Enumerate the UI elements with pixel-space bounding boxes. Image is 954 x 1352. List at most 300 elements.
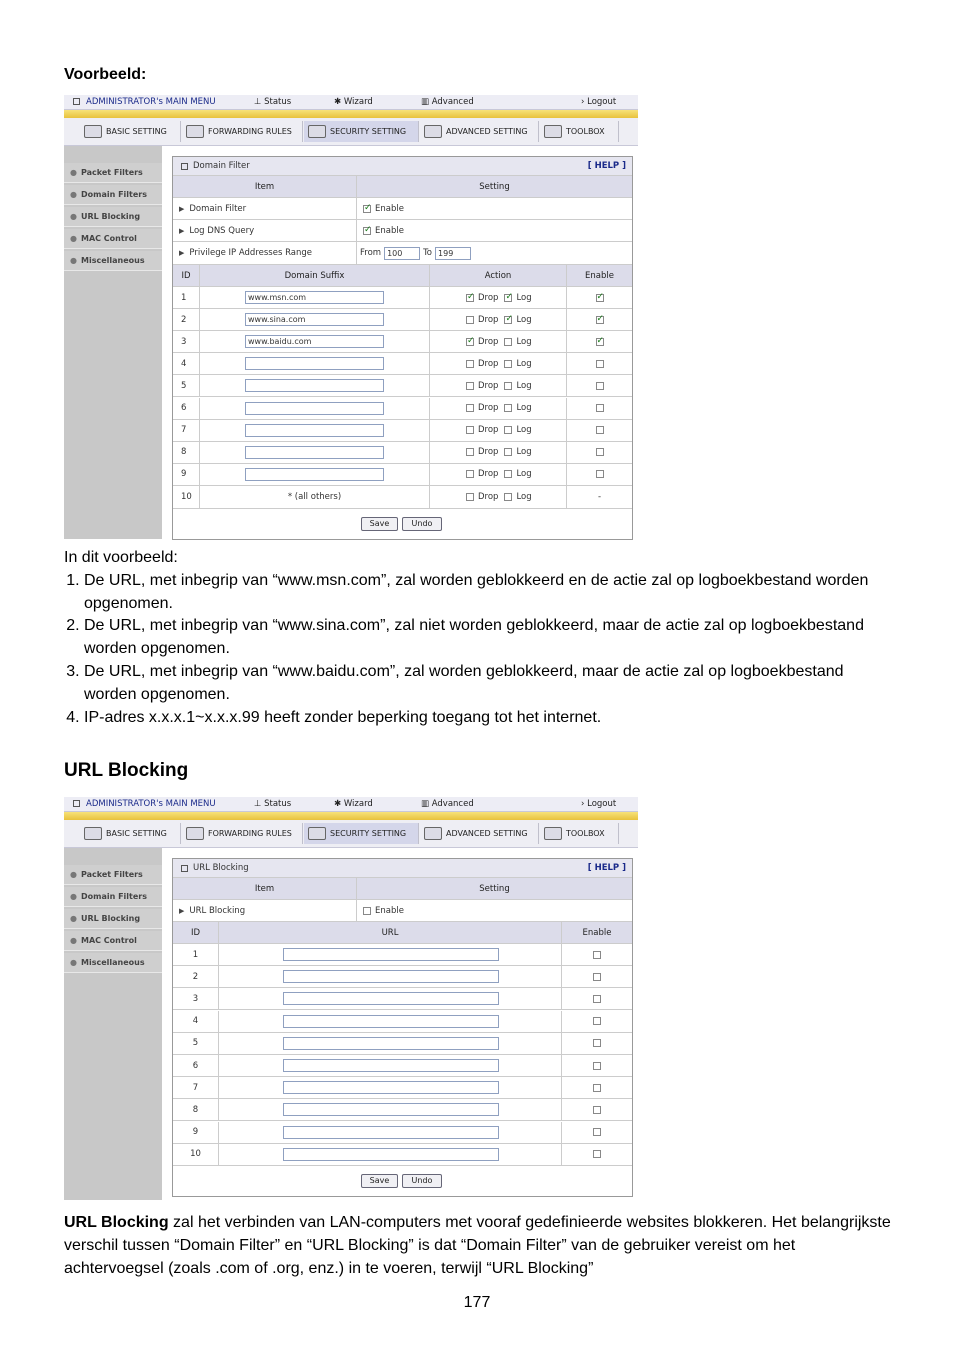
enable-checkbox[interactable] xyxy=(596,426,604,434)
url-input[interactable] xyxy=(283,1103,499,1116)
url-input[interactable] xyxy=(283,992,499,1005)
enable-cell xyxy=(561,988,632,1009)
tab-toolbox[interactable] xyxy=(540,121,619,142)
enable-checkbox[interactable] xyxy=(593,1128,601,1136)
log-label: Log xyxy=(516,425,532,436)
sidebar-item-label: Packet Filters xyxy=(80,870,143,879)
url-cell xyxy=(218,1122,561,1143)
wizard-icon: ✱ xyxy=(334,799,344,809)
drop-label: Drop xyxy=(478,425,499,436)
log-label: Log xyxy=(516,469,532,480)
action-cell xyxy=(429,398,566,419)
row-label-text: Domain Filter xyxy=(189,203,247,214)
from-label: From xyxy=(360,248,382,258)
bullet-icon: ● xyxy=(70,936,77,945)
log-checkbox[interactable] xyxy=(504,360,512,368)
action-cell xyxy=(429,331,566,352)
drop-checkbox[interactable] xyxy=(466,448,474,456)
ip-to-input[interactable]: 199 xyxy=(435,247,471,260)
row-id: 3 xyxy=(192,993,199,1004)
url-cell xyxy=(218,1099,561,1120)
main-menu-bar xyxy=(64,797,638,812)
table-row xyxy=(173,442,632,464)
action-cell xyxy=(429,287,566,308)
enable-cell xyxy=(566,420,632,441)
tab-forwarding-rules[interactable] xyxy=(182,121,303,142)
action-cell xyxy=(429,486,566,508)
enable-checkbox[interactable] xyxy=(593,1084,601,1092)
suffix-cell xyxy=(199,420,429,441)
tab-bar xyxy=(64,118,638,146)
suffix-cell xyxy=(199,375,429,396)
admin-main-menu-link[interactable] xyxy=(73,799,216,809)
row-label-text: Log DNS Query xyxy=(189,225,255,236)
caret-right-icon: › xyxy=(581,799,588,809)
bullet-icon: ● xyxy=(70,870,77,879)
bullet-icon: ● xyxy=(70,958,77,967)
log-label: Log xyxy=(516,492,532,502)
enable-checkbox[interactable] xyxy=(593,1062,601,1070)
list-item: 2. De URL, met inbegrip van “www.sina.com”, zal niet worden geblokkeerd, maar de actie zal op logboekbestand worden opgenomen. xyxy=(84,615,894,661)
table-row xyxy=(173,309,632,331)
suffix-cell xyxy=(199,464,429,485)
enable-label: Enable xyxy=(375,203,404,214)
enable-checkbox[interactable] xyxy=(596,316,604,324)
tab-basic-setting[interactable] xyxy=(80,121,181,142)
suffix-cell xyxy=(199,353,429,374)
url-cell xyxy=(218,988,561,1009)
sidebar-item-packet-filters[interactable] xyxy=(64,865,162,885)
log-label: Log xyxy=(516,336,532,347)
enable-checkbox[interactable] xyxy=(596,338,604,346)
status-label: Status xyxy=(264,799,292,809)
col-url-header: URL xyxy=(218,922,561,943)
log-checkbox[interactable] xyxy=(504,426,512,434)
drop-checkbox[interactable] xyxy=(466,470,474,478)
table-row xyxy=(173,1077,632,1099)
enable-checkbox[interactable] xyxy=(596,382,604,390)
square-icon xyxy=(181,163,188,170)
row-id: 7 xyxy=(181,425,187,436)
url-input[interactable] xyxy=(283,1037,499,1050)
bold-term: URL Blocking xyxy=(64,1214,169,1231)
col-action-header: Action xyxy=(429,265,566,286)
square-icon xyxy=(73,800,80,807)
admin-label: ADMINISTRATOR's MAIN MENU xyxy=(86,97,216,107)
url-blocking-description xyxy=(64,1212,894,1280)
enable-cell xyxy=(561,1122,632,1143)
enable-cell xyxy=(561,1033,632,1054)
log-checkbox[interactable] xyxy=(504,338,512,346)
log-checkbox[interactable] xyxy=(504,382,512,390)
row-id: 6 xyxy=(192,1060,199,1071)
drop-checkbox[interactable] xyxy=(466,493,474,501)
row-id: 4 xyxy=(181,358,187,369)
row-id: 4 xyxy=(192,1016,199,1027)
status-link[interactable] xyxy=(254,97,291,107)
save-button[interactable]: Save xyxy=(361,1174,398,1188)
table-row xyxy=(173,287,632,309)
log-checkbox[interactable] xyxy=(504,294,512,302)
enable-checkbox[interactable] xyxy=(593,951,601,959)
col-item-header: Item xyxy=(254,883,275,894)
sidebar-item-label: MAC Control xyxy=(80,234,137,243)
bullet-icon: ● xyxy=(70,234,77,243)
col-enable-header: Enable xyxy=(561,922,632,943)
wizard-link[interactable] xyxy=(334,799,373,809)
to-label: To xyxy=(423,248,433,258)
advanced-label: Advanced xyxy=(431,97,474,107)
tab-bar xyxy=(64,820,638,848)
enable-checkbox[interactable] xyxy=(596,294,604,302)
table-row xyxy=(173,1033,632,1055)
suffix-cell xyxy=(199,309,429,330)
domain-suffix-input[interactable]: www.sina.com xyxy=(245,313,384,326)
tab-advanced-setting[interactable] xyxy=(420,121,539,142)
sidebar-item-packet-filters[interactable] xyxy=(64,163,162,183)
tab-security-setting[interactable] xyxy=(304,121,419,142)
sidebar-item-domain-filters[interactable] xyxy=(64,185,162,205)
row-id: 2 xyxy=(181,314,187,325)
url-input[interactable] xyxy=(283,1081,499,1094)
row-id: 7 xyxy=(192,1082,199,1093)
url-cell xyxy=(218,1011,561,1032)
domain-suffix-input[interactable] xyxy=(245,357,384,370)
log-dns-setting xyxy=(356,220,404,241)
drop-label: Drop xyxy=(478,447,499,458)
list-item: 3. De URL, met inbegrip van “www.baidu.com”, zal worden geblokkeerd, maar de actie zal op logboekbestand worden opgenomen. xyxy=(84,661,894,707)
accent-bar xyxy=(64,110,638,118)
domain-filter-enable-checkbox[interactable] xyxy=(363,205,371,213)
log-label: Log xyxy=(516,292,532,303)
tab-label: ADVANCED SETTING xyxy=(446,829,528,838)
url-input[interactable] xyxy=(283,970,499,983)
row-label xyxy=(179,220,254,241)
tab-forwarding-rules[interactable] xyxy=(182,823,303,844)
tab-label: SECURITY SETTING xyxy=(330,829,407,838)
log-checkbox[interactable] xyxy=(504,316,512,324)
save-button[interactable]: Save xyxy=(361,517,398,531)
forwarding-icon xyxy=(186,125,204,138)
table-row xyxy=(173,353,632,375)
privilege-ip-row xyxy=(173,242,632,265)
url-table-header xyxy=(173,922,632,944)
sidebar xyxy=(64,146,162,539)
enable-cell xyxy=(561,944,632,965)
sidebar-item-url-blocking[interactable] xyxy=(64,909,162,929)
accent-bar xyxy=(64,812,638,820)
sidebar-item-label: Packet Filters xyxy=(80,168,143,177)
table-row xyxy=(173,398,632,420)
enable-cell xyxy=(561,1144,632,1165)
action-cell xyxy=(429,442,566,463)
col-item-header: Item xyxy=(254,181,275,192)
list-item: 1. De URL, met inbegrip van “www.msn.com”, zal worden geblokkeerd en de actie zal op logboekbestand worden opgenomen. xyxy=(84,570,894,616)
row-id: 9 xyxy=(181,469,187,480)
folder-icon xyxy=(84,125,102,138)
domain-suffix-input[interactable] xyxy=(245,402,384,415)
panel-title xyxy=(181,157,250,175)
url-cell xyxy=(218,1033,561,1054)
logout-label: Logout xyxy=(587,97,617,107)
enable-checkbox[interactable] xyxy=(593,995,601,1003)
col-id-header: ID xyxy=(190,927,201,938)
table-row xyxy=(173,1011,632,1033)
bullet-icon: ● xyxy=(70,914,77,923)
enable-cell xyxy=(566,309,632,330)
row-id: 3 xyxy=(181,336,187,347)
tab-security-setting[interactable] xyxy=(304,823,419,844)
sidebar-item-label: URL Blocking xyxy=(80,914,141,923)
sidebar-item-label: Miscellaneous xyxy=(80,958,145,967)
panel-title xyxy=(181,859,249,877)
toolbox-icon xyxy=(544,827,562,840)
enable-label: Enable xyxy=(375,905,404,916)
drop-label: Drop xyxy=(478,314,499,325)
domain-suffix-input[interactable] xyxy=(245,446,384,459)
ip-from-input[interactable]: 100 xyxy=(384,247,420,260)
undo-button[interactable]: Undo xyxy=(402,1174,442,1188)
table-row xyxy=(173,1055,632,1077)
enable-cell xyxy=(566,353,632,374)
arrow-right-icon: ▶ xyxy=(179,204,185,213)
col-enable-header: Enable xyxy=(566,265,632,286)
drop-checkbox[interactable] xyxy=(466,316,474,324)
example-explanation xyxy=(64,547,894,729)
table-row xyxy=(173,988,632,1010)
row-label-text: URL Blocking xyxy=(189,905,246,916)
domain-filter-setting xyxy=(356,198,404,219)
intro-text: In dit voorbeeld: xyxy=(64,549,178,566)
domain-filter-panel xyxy=(172,156,633,540)
advanced-link[interactable] xyxy=(421,97,474,107)
status-label: Status xyxy=(264,97,292,107)
table-row xyxy=(173,1099,632,1121)
drop-checkbox[interactable] xyxy=(466,382,474,390)
logout-label: Logout xyxy=(587,799,617,809)
tab-label: SECURITY SETTING xyxy=(330,127,407,136)
enable-cell: - xyxy=(566,486,632,508)
drop-label: Drop xyxy=(478,469,499,480)
domain-suffix-input[interactable] xyxy=(245,379,384,392)
url-blocking-screenshot xyxy=(64,797,638,1200)
log-checkbox[interactable] xyxy=(504,404,512,412)
help-link[interactable]: [ HELP ] xyxy=(587,863,626,873)
col-id-header: ID xyxy=(181,270,191,281)
section-heading-url-blocking: URL Blocking xyxy=(64,760,189,781)
log-label: Log xyxy=(516,380,532,391)
status-link[interactable] xyxy=(254,799,291,809)
enable-checkbox[interactable] xyxy=(593,1039,601,1047)
page-number: 177 xyxy=(463,1294,491,1311)
example-list xyxy=(64,570,894,730)
enable-checkbox[interactable] xyxy=(596,470,604,478)
drop-label: Drop xyxy=(478,336,499,347)
url-cell xyxy=(218,1055,561,1076)
drop-checkbox[interactable] xyxy=(466,360,474,368)
panel-title-text: Domain Filter xyxy=(193,161,250,171)
privilege-ip-setting xyxy=(356,242,471,264)
url-cell xyxy=(218,1144,561,1165)
domain-suffix-input[interactable] xyxy=(245,424,384,437)
row-id: 5 xyxy=(181,380,187,391)
tab-label: BASIC SETTING xyxy=(106,127,167,136)
sidebar-item-miscellaneous[interactable] xyxy=(64,251,162,271)
wizard-label: Wizard xyxy=(343,799,373,809)
url-input[interactable] xyxy=(283,948,499,961)
panel-title-row xyxy=(173,157,632,176)
enable-cell xyxy=(566,398,632,419)
log-label: Log xyxy=(516,314,532,325)
log-dns-query-row xyxy=(173,220,632,242)
drop-checkbox[interactable] xyxy=(466,404,474,412)
table-row xyxy=(173,966,632,988)
sidebar-item-label: Miscellaneous xyxy=(80,256,145,265)
lock-icon xyxy=(308,827,326,840)
enable-checkbox[interactable] xyxy=(596,360,604,368)
forwarding-icon xyxy=(186,827,204,840)
undo-button[interactable]: Undo xyxy=(402,517,442,531)
enable-cell xyxy=(566,442,632,463)
url-input[interactable] xyxy=(283,1126,499,1139)
enable-cell xyxy=(566,287,632,308)
advanced-icon: ▥ xyxy=(421,799,432,809)
wizard-label: Wizard xyxy=(343,97,373,107)
sidebar-item-mac-control[interactable] xyxy=(64,229,162,249)
url-input[interactable] xyxy=(283,1148,499,1161)
row-id: 8 xyxy=(192,1104,199,1115)
row-id: 1 xyxy=(181,292,187,303)
domain-suffix-input[interactable] xyxy=(245,468,384,481)
table-row xyxy=(173,1122,632,1144)
tab-label: TOOLBOX xyxy=(566,829,605,838)
table-row xyxy=(173,375,632,397)
drop-label: Drop xyxy=(478,292,499,303)
tab-label: FORWARDING RULES xyxy=(208,127,292,136)
tab-toolbox[interactable] xyxy=(540,823,619,844)
table-row xyxy=(173,464,632,486)
square-icon xyxy=(181,865,188,872)
url-blocking-enable-checkbox[interactable] xyxy=(363,907,371,915)
item-setting-header xyxy=(173,878,632,900)
panel-title-text: URL Blocking xyxy=(193,863,249,873)
sidebar-item-mac-control[interactable] xyxy=(64,931,162,951)
logout-link[interactable] xyxy=(581,799,616,809)
row-id: 9 xyxy=(192,1127,199,1138)
url-blocking-setting xyxy=(356,900,404,921)
action-cell xyxy=(429,309,566,330)
domain-suffix-input[interactable]: www.baidu.com xyxy=(245,335,384,348)
enable-checkbox[interactable] xyxy=(593,1150,601,1158)
tab-advanced-setting[interactable] xyxy=(420,823,539,844)
row-id: 10 xyxy=(181,492,192,502)
drop-label: Drop xyxy=(478,380,499,391)
url-input[interactable] xyxy=(283,1015,499,1028)
log-label: Log xyxy=(516,447,532,458)
sidebar-item-url-blocking[interactable] xyxy=(64,207,162,227)
admin-label: ADMINISTRATOR's MAIN MENU xyxy=(86,799,216,809)
gear-icon xyxy=(424,125,442,138)
drop-label: Drop xyxy=(478,403,499,413)
row-id: 8 xyxy=(181,447,187,458)
domain-filter-row xyxy=(173,198,632,220)
bullet-icon: ● xyxy=(70,212,77,221)
enable-checkbox[interactable] xyxy=(593,973,601,981)
bullet-icon: ● xyxy=(70,190,77,199)
suffix-cell xyxy=(199,442,429,463)
drop-label: Drop xyxy=(478,492,499,502)
folder-icon xyxy=(84,827,102,840)
enable-checkbox[interactable] xyxy=(593,1106,601,1114)
drop-checkbox[interactable] xyxy=(466,294,474,302)
domain-table-header xyxy=(173,265,632,287)
tab-label: FORWARDING RULES xyxy=(208,829,292,838)
log-checkbox[interactable] xyxy=(504,470,512,478)
advanced-link[interactable] xyxy=(421,799,474,809)
enable-checkbox[interactable] xyxy=(596,404,604,412)
sidebar xyxy=(64,848,162,1200)
enable-checkbox[interactable] xyxy=(593,1017,601,1025)
enable-cell xyxy=(566,375,632,396)
sidebar-item-label: Domain Filters xyxy=(80,190,147,199)
bullet-icon: ● xyxy=(70,892,77,901)
action-cell xyxy=(429,464,566,485)
domain-suffix-input[interactable]: www.msn.com xyxy=(245,291,384,304)
toolbox-icon xyxy=(544,125,562,138)
admin-main-menu-link[interactable] xyxy=(73,97,216,107)
log-checkbox[interactable] xyxy=(504,448,512,456)
tab-basic-setting[interactable] xyxy=(80,823,181,844)
log-dns-enable-checkbox[interactable] xyxy=(363,227,371,235)
row-id: 1 xyxy=(192,949,199,960)
table-row xyxy=(173,1144,632,1166)
sidebar-item-miscellaneous[interactable] xyxy=(64,953,162,973)
drop-checkbox[interactable] xyxy=(466,426,474,434)
enable-cell xyxy=(566,331,632,352)
row-label xyxy=(179,198,246,219)
wizard-link[interactable] xyxy=(334,97,373,107)
bullet-icon: ● xyxy=(70,168,77,177)
square-icon xyxy=(73,98,80,105)
sidebar-item-domain-filters[interactable] xyxy=(64,887,162,907)
description-text: zal het verbinden van LAN-computers met vooraf gedefinieerde websites blokkeren. Het belangrijkste verschil tussen “Domain Filter” en “URL Blocking” is dat “Domain Filter” van de gebruiker vereist om het achtervoegsel (zoals .com of .org, enz.) in te voeren, terwijl “URL Blocking” xyxy=(64,1214,891,1277)
row-label xyxy=(179,242,312,264)
url-input[interactable] xyxy=(283,1059,499,1072)
log-checkbox[interactable] xyxy=(504,493,512,501)
arrow-right-icon: ▶ xyxy=(179,249,185,257)
log-label: Log xyxy=(516,358,532,369)
domain-filter-screenshot xyxy=(64,95,638,539)
url-cell xyxy=(218,1077,561,1098)
table-row xyxy=(173,486,632,509)
enable-cell xyxy=(561,1077,632,1098)
action-cell xyxy=(429,375,566,396)
log-label: Log xyxy=(516,403,532,413)
enable-checkbox[interactable] xyxy=(596,448,604,456)
main-menu-bar xyxy=(64,95,638,110)
table-row xyxy=(173,944,632,966)
help-link[interactable]: [ HELP ] xyxy=(587,161,626,171)
enable-cell xyxy=(561,966,632,987)
arrow-right-icon: ▶ xyxy=(179,226,185,235)
logout-link[interactable] xyxy=(581,97,616,107)
enable-cell xyxy=(561,1099,632,1120)
url-blocking-panel xyxy=(172,858,633,1197)
enable-label: Enable xyxy=(375,225,404,236)
drop-checkbox[interactable] xyxy=(466,338,474,346)
row-id: 2 xyxy=(192,971,199,982)
advanced-label: Advanced xyxy=(431,799,474,809)
